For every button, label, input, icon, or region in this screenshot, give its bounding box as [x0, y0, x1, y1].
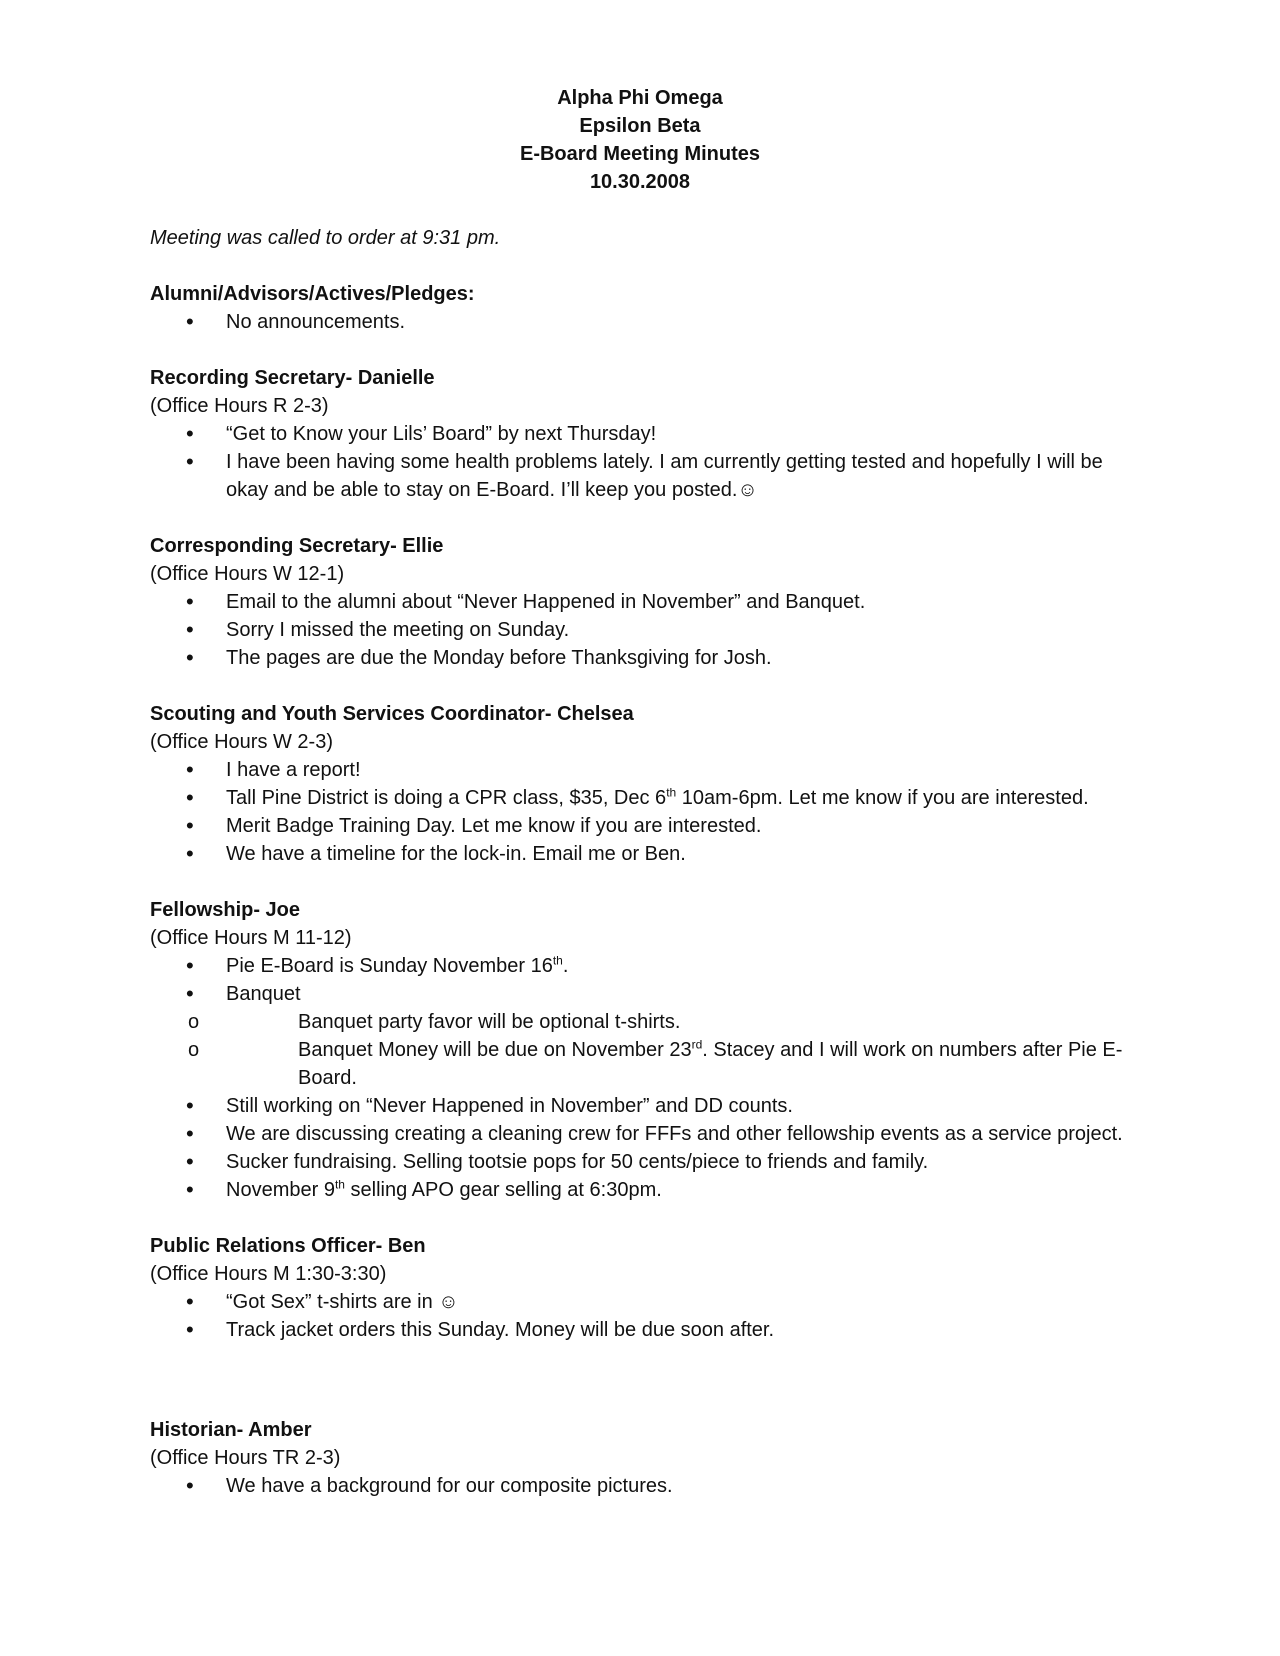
- list-item: • “Get to Know your Lils’ Board” by next Thursday!: [150, 420, 1130, 448]
- list-item: • We have a background for our composite pictures.: [150, 1472, 1130, 1500]
- bullet-list: [150, 420, 1130, 504]
- list-item: • “Got Sex” t-shirts are in ☺: [150, 1288, 1130, 1316]
- section-heading: Fellowship- Joe: [150, 899, 301, 921]
- section-heading: Public Relations Officer- Ben: [150, 1235, 426, 1257]
- bullet-list: [150, 588, 1130, 672]
- office-hours: (Office Hours R 2-3): [150, 395, 329, 417]
- chapter-name: Epsilon Beta: [579, 115, 701, 137]
- list-item: • The pages are due the Monday before Thanksgiving for Josh.: [150, 644, 1130, 672]
- section-heading: Corresponding Secretary- Ellie: [150, 535, 444, 557]
- bullet-list: [150, 1288, 1130, 1344]
- section-historian: [150, 1416, 1130, 1500]
- list-item: • Merit Badge Training Day. Let me know if you are interested.: [150, 812, 1130, 840]
- list-item: • We are discussing creating a cleaning crew for FFFs and other fellowship events as a service project.: [150, 1120, 1130, 1148]
- office-hours: (Office Hours M 11-12): [150, 927, 352, 949]
- superscript: rd: [691, 1037, 703, 1052]
- section-scouting: [150, 700, 1130, 868]
- list-item: • No announcements.: [150, 308, 1130, 336]
- list-item: • Sucker fundraising. Selling tootsie pops for 50 cents/piece to friends and family.: [150, 1148, 1130, 1176]
- section-fellowship: [150, 896, 1130, 1204]
- list-item: • We have a timeline for the lock-in. Email me or Ben.: [150, 840, 1130, 868]
- text-run: Banquet: [226, 983, 301, 1005]
- section-heading: Alumni/Advisors/Actives/Pledges:: [150, 283, 475, 305]
- section-heading: Recording Secretary- Danielle: [150, 367, 435, 389]
- list-item: • I have a report!: [150, 756, 1130, 784]
- superscript: th: [334, 1177, 345, 1192]
- superscript: th: [666, 785, 677, 800]
- office-hours: (Office Hours M 1:30-3:30): [150, 1263, 387, 1285]
- text-run: .: [562, 955, 569, 977]
- document-header: [0, 84, 1280, 196]
- office-hours: (Office Hours W 2-3): [150, 731, 333, 753]
- list-item: • Track jacket orders this Sunday. Money will be due soon after.: [150, 1316, 1130, 1344]
- list-item: [150, 784, 1130, 812]
- minutes-body: [150, 224, 1130, 1528]
- list-item: • I have been having some health problems lately. I am currently getting tested and hopefully I will be okay and be able to stay on E-Board. I’ll keep you posted.☺: [150, 448, 1130, 504]
- list-item: [150, 952, 1130, 980]
- bullet-list: [150, 1472, 1130, 1500]
- text-run: November 9: [226, 1179, 335, 1201]
- bullet-list: [150, 756, 1130, 868]
- text-run: 10am-6pm. Let me know if you are interested.: [676, 787, 1089, 809]
- sub-list: [150, 1008, 1130, 1092]
- office-hours: (Office Hours TR 2-3): [150, 1447, 341, 1469]
- section-heading: Scouting and Youth Services Coordinator- Chelsea: [150, 703, 634, 725]
- text-run: . Stacey and I will work on numbers after Pie E-Board.: [298, 1039, 1123, 1089]
- org-name: Alpha Phi Omega: [557, 87, 723, 109]
- text-run: Banquet Money will be due on November 23: [298, 1039, 692, 1061]
- text-run: selling APO gear selling at 6:30pm.: [344, 1179, 662, 1201]
- list-item: • Still working on “Never Happened in November” and DD counts.: [150, 1092, 1130, 1120]
- office-hours: (Office Hours W 12-1): [150, 563, 345, 585]
- section-corresponding-secretary: [150, 532, 1130, 672]
- meeting-date: 10.30.2008: [589, 171, 691, 193]
- list-item: [150, 980, 1130, 1092]
- list-item: • Sorry I missed the meeting on Sunday.: [150, 616, 1130, 644]
- section-alumni: [150, 280, 1130, 336]
- list-item: [150, 1176, 1130, 1204]
- section-heading: Historian- Amber: [150, 1419, 312, 1441]
- call-to-order: Meeting was called to order at 9:31 pm.: [150, 227, 501, 249]
- list-item: • Email to the alumni about “Never Happened in November” and Banquet.: [150, 588, 1130, 616]
- sub-list-item: o Banquet party favor will be optional t-shirts.: [150, 1008, 1130, 1036]
- section-recording-secretary: [150, 364, 1130, 504]
- section-public-relations: [150, 1232, 1130, 1344]
- superscript: th: [552, 953, 563, 968]
- text-run: Pie E-Board is Sunday November 16: [226, 955, 553, 977]
- document-title: E-Board Meeting Minutes: [519, 143, 760, 165]
- bullet-list: [150, 952, 1130, 1204]
- bullet-list: [150, 308, 1130, 336]
- spacer: [150, 1372, 1130, 1416]
- sub-list-item: [150, 1036, 1130, 1092]
- text-run: Tall Pine District is doing a CPR class, $35, Dec 6: [226, 787, 667, 809]
